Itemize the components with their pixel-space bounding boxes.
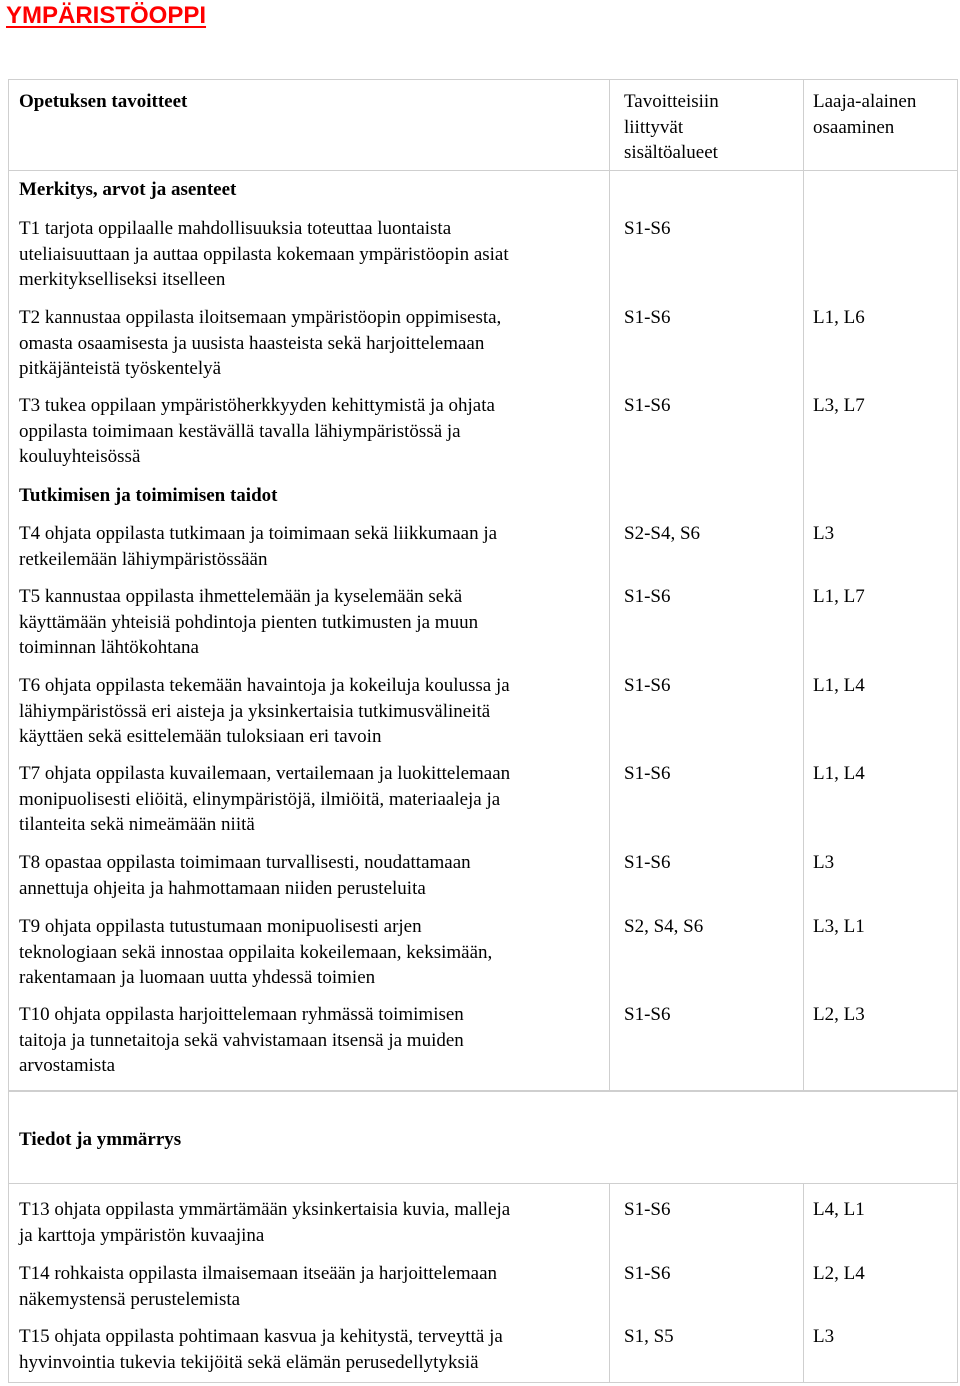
objective-line: T15 ohjata oppilasta pohtimaan kasvua ja kehitystä, terveyttä ja xyxy=(19,1326,503,1347)
objective-line: T8 opastaa oppilasta toimimaan turvallisesti, noudattamaan xyxy=(19,852,471,873)
objective-text xyxy=(19,393,495,470)
objective-text xyxy=(19,1261,497,1312)
content-areas: S1-S6 xyxy=(624,675,671,696)
objective-line: uteliaisuuttaan ja auttaa oppilasta kokemaan ympäristöopin asiat xyxy=(19,243,509,265)
objective-line: kouluyhteisössä xyxy=(19,446,141,468)
objective-text xyxy=(19,1324,503,1375)
content-areas: S1-S6 xyxy=(624,1004,671,1025)
objective-text xyxy=(19,584,478,661)
objective-text xyxy=(19,761,510,838)
objective-line: monipuolisesti eliöitä, elinympäristöjä, ilmiöitä, materiaaleja ja xyxy=(19,788,501,810)
content-areas: S1-S6 xyxy=(624,763,671,784)
transversal-competence: L3 xyxy=(813,1326,835,1347)
transversal-competence: L2, L4 xyxy=(813,1263,865,1284)
objective-text xyxy=(19,1197,510,1248)
objective-text xyxy=(19,305,501,382)
objective-line: retkeilemään lähiympäristössään xyxy=(19,548,268,570)
content-areas: S1-S6 xyxy=(624,395,671,416)
page-title: YMPÄRISTÖOPPI xyxy=(6,2,207,29)
objective-line: T14 rohkaista oppilasta ilmaisemaan itseään ja harjoittelemaan xyxy=(19,1263,497,1284)
objective-line: toiminnan lähtökohtana xyxy=(19,637,199,659)
objective-line: T2 kannustaa oppilasta iloitsemaan ympäristöopin oppimisesta, xyxy=(19,307,502,328)
objective-line: merkitykselliseksi itselleen xyxy=(19,269,226,291)
section-heading: Merkitys, arvot ja asenteet xyxy=(19,179,237,200)
objective-text xyxy=(19,673,510,750)
objectives-table xyxy=(8,79,958,1092)
transversal-competence: L1, L4 xyxy=(813,675,865,696)
objective-line: näkemystensä perustelemista xyxy=(19,1288,241,1310)
content-areas: S1-S6 xyxy=(624,1263,671,1284)
transversal-competence: L1, L6 xyxy=(813,307,865,328)
objective-line: ja karttoja ympäristön kuvaajina xyxy=(19,1224,265,1246)
content-areas: S1-S6 xyxy=(624,307,671,328)
objective-text xyxy=(19,850,471,901)
objective-line: oppilasta toimimaan kestävällä tavalla lähiympäristössä ja xyxy=(19,420,461,442)
transversal-competence: L1, L4 xyxy=(813,763,865,784)
objective-line: hyvinvointia tukevia tekijöitä sekä elämän perusedellytyksiä xyxy=(19,1351,479,1373)
objective-line: teknologiaan sekä innostaa oppilaita kokeilemaan, keksimään, xyxy=(19,941,493,963)
content-areas: S1-S6 xyxy=(624,218,671,239)
header-objectives: Opetuksen tavoitteet xyxy=(19,91,188,112)
objective-text xyxy=(19,216,509,293)
objective-line: T6 ohjata oppilasta tekemään havaintoja ja kokeiluja koulussa ja xyxy=(19,675,510,696)
objective-line: T10 ohjata oppilasta harjoittelemaan ryhmässä toimimisen xyxy=(19,1004,464,1025)
objective-text xyxy=(19,914,492,991)
objective-line: T5 kannustaa oppilasta ihmettelemään ja kyselemään sekä xyxy=(19,586,463,607)
content-areas: S1-S6 xyxy=(624,586,671,607)
section-heading: Tiedot ja ymmärrys xyxy=(19,1129,182,1150)
content-areas: S1-S6 xyxy=(624,852,671,873)
transversal-competence: L3 xyxy=(813,523,835,544)
objective-line: T3 tukea oppilaan ympäristöherkkyyden kehittymistä ja ohjata xyxy=(19,395,495,416)
objective-line: T1 tarjota oppilaalle mahdollisuuksia toteuttaa luontaista xyxy=(19,218,452,239)
objective-line: pitkäjänteistä työskentelyä xyxy=(19,358,222,380)
content-areas: S2-S4, S6 xyxy=(624,523,701,544)
content-areas: S1, S5 xyxy=(624,1326,674,1347)
objective-line: T7 ohjata oppilasta kuvailemaan, vertailemaan ja luokittelemaan xyxy=(19,763,511,784)
objective-line: käyttämään yhteisiä pohdintoja pienten tutkimusten ja muun xyxy=(19,611,479,633)
section-heading: Tutkimisen ja toimimisen taidot xyxy=(19,485,278,506)
content-areas: S2, S4, S6 xyxy=(624,916,704,937)
objective-line: T13 ohjata oppilasta ymmärtämään yksinkertaisia kuvia, malleja xyxy=(19,1199,511,1220)
knowledge-table xyxy=(8,1090,958,1383)
objective-line: omasta osaamisesta ja uusista haasteista sekä harjoittelemaan xyxy=(19,332,485,354)
objective-line: annettuja ohjeita ja hahmottamaan niiden perusteluita xyxy=(19,877,426,899)
objective-text xyxy=(19,521,497,572)
objective-line: arvostamista xyxy=(19,1055,116,1077)
objective-line: T9 ohjata oppilasta tutustumaan monipuolisesti arjen xyxy=(19,916,422,937)
transversal-competence: L3 xyxy=(813,852,835,873)
content-areas: S1-S6 xyxy=(624,1199,671,1220)
transversal-competence: L3, L7 xyxy=(813,395,865,416)
transversal-competence: L4, L1 xyxy=(813,1199,865,1220)
objective-line: T4 ohjata oppilasta tutkimaan ja toimimaan sekä liikkumaan ja xyxy=(19,523,498,544)
objective-line: lähiympäristössä eri aisteja ja yksinkertaisia tutkimusvälineitä xyxy=(19,700,491,722)
objective-line: käyttäen sekä esittelemään tuloksiaan eri tavoin xyxy=(19,726,382,748)
objective-line: tilanteita sekä nimeämään niitä xyxy=(19,814,255,836)
transversal-competence: L3, L1 xyxy=(813,916,865,937)
header-transversal-competence: Laaja-alainen osaaminen xyxy=(813,91,917,138)
objective-line: rakentamaan ja luomaan uutta yhdessä toimien xyxy=(19,967,376,989)
header-content-areas: Tavoitteisiin liittyvät sisältöalueet xyxy=(624,91,719,164)
objective-line: taitoja ja tunnetaitoja sekä vahvistamaan itsensä ja muiden xyxy=(19,1029,464,1051)
transversal-competence: L1, L7 xyxy=(813,586,865,607)
transversal-competence: L2, L3 xyxy=(813,1004,865,1025)
objective-text xyxy=(19,1002,464,1079)
